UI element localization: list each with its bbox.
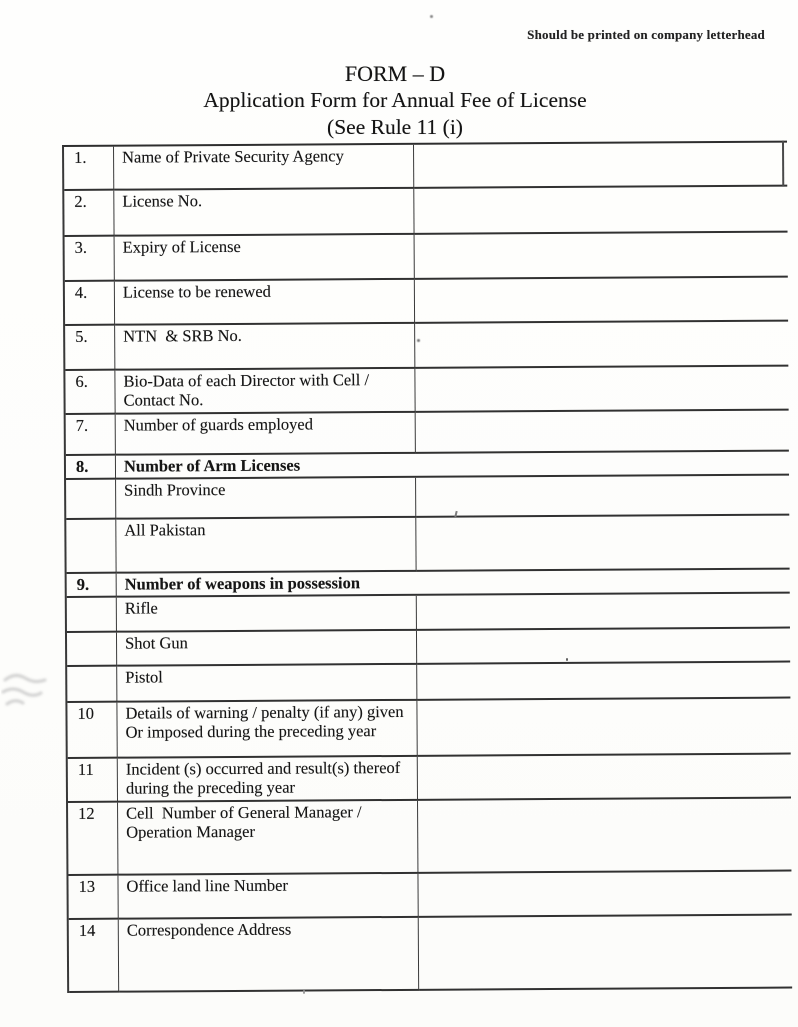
row-label: Name of Private Security Agency	[114, 145, 414, 191]
scan-smudge	[1, 666, 63, 714]
application-form-table	[62, 141, 792, 993]
form-row-rifle	[67, 594, 790, 633]
row-value-cell	[414, 143, 787, 189]
row-number: 2.	[64, 191, 114, 237]
row-number: 9.	[67, 574, 117, 598]
row-value-cell	[415, 322, 788, 369]
row-label: Cell Number of General Manager / Operation Manager	[118, 801, 418, 876]
form-table-container	[62, 141, 790, 993]
row-number	[67, 598, 117, 633]
form-row-4	[65, 278, 788, 326]
form-row-11	[68, 755, 791, 803]
scan-speck	[430, 15, 433, 18]
form-subtitle: Application Form for Annual Fee of License	[203, 88, 587, 112]
row-value-cell	[418, 872, 791, 918]
row-value-cell	[419, 916, 792, 991]
row-number	[66, 520, 116, 574]
row-number	[66, 480, 116, 520]
row-label: Correspondence Address	[119, 918, 419, 993]
form-row-sindh-province	[66, 476, 789, 520]
row-label: NTN & SRB No.	[115, 324, 415, 371]
row-value-cell	[414, 187, 787, 235]
form-title: FORM – D	[344, 61, 446, 86]
row-label: All Pakistan	[116, 518, 416, 574]
row-number: 11	[68, 759, 118, 803]
form-row-shot-gun	[67, 629, 790, 667]
row-value-cell	[416, 516, 789, 572]
form-row-3	[65, 233, 788, 282]
row-label: Details of warning / penalty (if any) given Or imposed during the preceding year	[117, 701, 417, 759]
row-number: 12	[68, 803, 118, 876]
row-label: Number of guards employed	[116, 413, 416, 456]
form-row-1	[64, 143, 787, 191]
row-label: Incident (s) occurred and result(s) thereof during the preceding year	[118, 757, 418, 803]
row-number: 7.	[66, 415, 116, 456]
row-number: 4.	[65, 282, 115, 326]
row-value-cell	[415, 367, 788, 413]
row-value-cell	[415, 278, 788, 324]
section-heading: Number of Arm Licenses	[116, 452, 789, 480]
form-rule-reference: (See Rule 11 (i)	[327, 115, 463, 139]
row-label: Sindh Province	[116, 478, 416, 520]
form-row-all-pakistan	[66, 516, 789, 574]
row-value-cell	[415, 233, 788, 280]
row-value-cell	[417, 699, 790, 757]
row-number: 14	[69, 920, 119, 993]
row-label: Rifle	[117, 596, 417, 633]
form-row-6	[65, 367, 788, 415]
form-title-block	[0, 60, 790, 141]
row-value-cell	[416, 411, 789, 454]
row-value-cell	[417, 629, 790, 665]
form-row-14	[69, 916, 792, 993]
form-row-13	[68, 872, 791, 920]
section-heading: Number of weapons in possession	[117, 570, 790, 598]
row-number	[67, 633, 117, 667]
row-label: License No.	[114, 189, 414, 237]
row-label: Office land line Number	[118, 874, 418, 920]
letterhead-note: Should be printed on company letterhead	[527, 27, 765, 42]
row-label: Pistol	[117, 665, 417, 703]
row-label: Expiry of License	[115, 235, 415, 282]
row-label: Bio-Data of each Director with Cell / Contact No.	[115, 369, 415, 415]
row-number: 3.	[65, 237, 115, 282]
row-number: 5.	[65, 326, 115, 371]
row-number: 1.	[64, 147, 114, 191]
row-value-cell	[418, 755, 791, 801]
row-value-cell	[417, 594, 790, 631]
row-number: 8.	[66, 456, 116, 480]
form-row-5	[65, 322, 788, 371]
form-row-12	[68, 799, 791, 876]
form-row-2	[64, 187, 787, 237]
form-row-pistol	[67, 663, 790, 703]
row-value-cell	[416, 476, 789, 518]
form-row-7	[66, 411, 789, 456]
row-label: License to be renewed	[115, 280, 415, 326]
row-value-cell	[417, 663, 790, 701]
row-number: 10	[67, 703, 117, 759]
form-row-10	[67, 699, 790, 759]
row-label: Shot Gun	[117, 631, 417, 667]
row-number: 6.	[65, 371, 115, 415]
table-right-border-fragment	[782, 141, 784, 187]
row-number: 13	[68, 876, 118, 920]
row-value-cell	[418, 799, 791, 874]
row-number	[67, 667, 117, 703]
